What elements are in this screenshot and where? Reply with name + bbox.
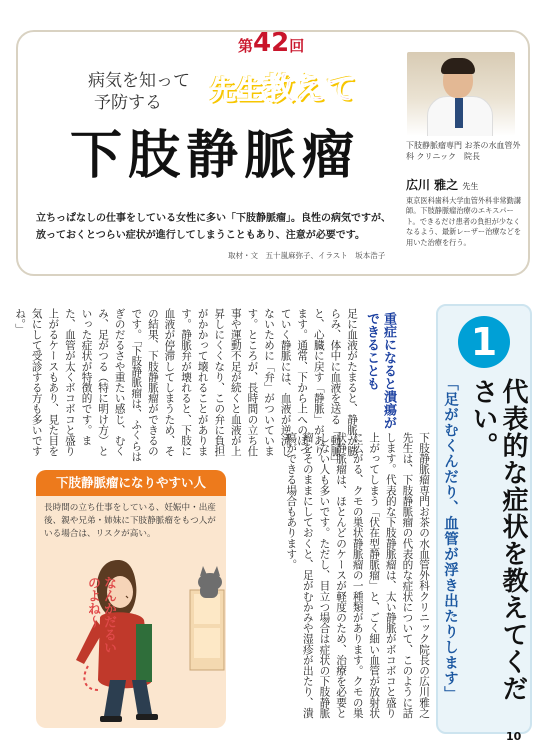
doctor-tie-shape [455,98,463,128]
series-subtitle-line2: 予防する [94,93,162,113]
doctor-name-text: 広川 雅之 [406,178,459,192]
illustration-speech: なんかだるいのよね〜 [85,576,116,654]
series-title-b: 教えて [264,72,358,107]
doctor-name-title: 先生 [462,182,479,191]
doctor-bio: 東京医科歯科大学血管外科非常勤講師。下肢静脈瘤治療のエキスパート。できるだけ患者の負担が少なくなるよう、最新レーザー治療などを用いた治療を行う。 [406,196,522,247]
lead-text: 立ちっぱなしの仕事をしている女性に多い「下肢静脈瘤」。良性の病気ですが、放っておくとつらい症状が進行してしまうこともあり、注意が必要です。 [36,213,391,241]
article-body-right: 下肢静脈瘤専門お茶の水血管外科クリニック院長の広川雅之先生は、下肢静脈瘤の代表的な症状について、このように話します。代表的な下肢静脈瘤は、太い静脈がボコボコと盛り上がってしまう「伏在型静脈瘤」と、ごく細い血管が放射状に広がる、クモの巣状静脈瘤の一種類があります。クモの巣状静脈瘤は、ほとんどのケースが軽度のため、治療を必要としない人も多いです。ただし、目立つ場合は症状の下肢静脈瘤をそのままにしておくと、足がむかみや湿疹が出たり、潰瘍ができる場合もあります。 [285,432,430,719]
episode-prefix: 第 [238,37,254,55]
article-subhead: 重症になると潰瘍ができることも [364,312,396,429]
series-subtitle [60,70,190,114]
tip-text: 長時間の立ち仕事をしている、妊娠中・出産後、親や兄弟・姉妹に下肢静脈瘤をもつ人がいる場合は、リスクが高い。 [44,503,216,539]
episode-suffix: 回 [289,37,305,55]
tip-title: 下肢静脈瘤になりやすい人 [36,470,226,496]
doctor-name [406,176,478,193]
series-title-a: 先生 [210,76,265,106]
page-number: 10 [506,730,522,743]
woman-illustration [40,540,226,726]
credit-line: 取材・文 五十嵐麻弥子、イラスト 坂本浩子 [228,251,386,260]
doctor-affiliation: 下肢静脈瘤専門 お茶の水血管外科 クリニック 院長 [406,141,521,161]
episode-badge [238,28,304,58]
series-title [210,64,357,108]
doctor-photo [407,52,515,136]
article-body-left: 足に血液がたまると、静脈が膨らみ、体中に血液を送る「動脈」と、心臓に戻す「静脈」があります。通常、下から上へのぼっていく静脈には、血液が逆流しないために「弁」がついています。ところが、長時間の立ち仕事や運動不足が続くと血液が上昇しにくくなり、この弁に負担がかかって壊れることがあります。静脈弁が壊れると、下肢に血液が停滞してしまうため、その結果、下肢静脈瘤ができるのです。「下肢静脈瘤は、ふくらはぎのだるさや重たい感じ、むくみ、足がつる（特に明け方）といった症状が特徴的です。また、血管が太くボコボコと盛り上がるケースもあり、見た目を気にして受診する方も多いですね。」 [14,308,358,462]
section-number-badge: 1 [458,316,510,368]
series-subtitle-line1: 病気を知って [88,71,190,91]
page-title: 下肢静脈瘤 [70,125,361,186]
section-heading: 代表的な症状を教えてください。 [468,378,528,702]
section-quote: 「足がむくんだり、血管が浮き出たりします」 [442,376,458,702]
doctor-hair-shape [441,58,475,74]
episode-number: 42 [253,28,290,58]
